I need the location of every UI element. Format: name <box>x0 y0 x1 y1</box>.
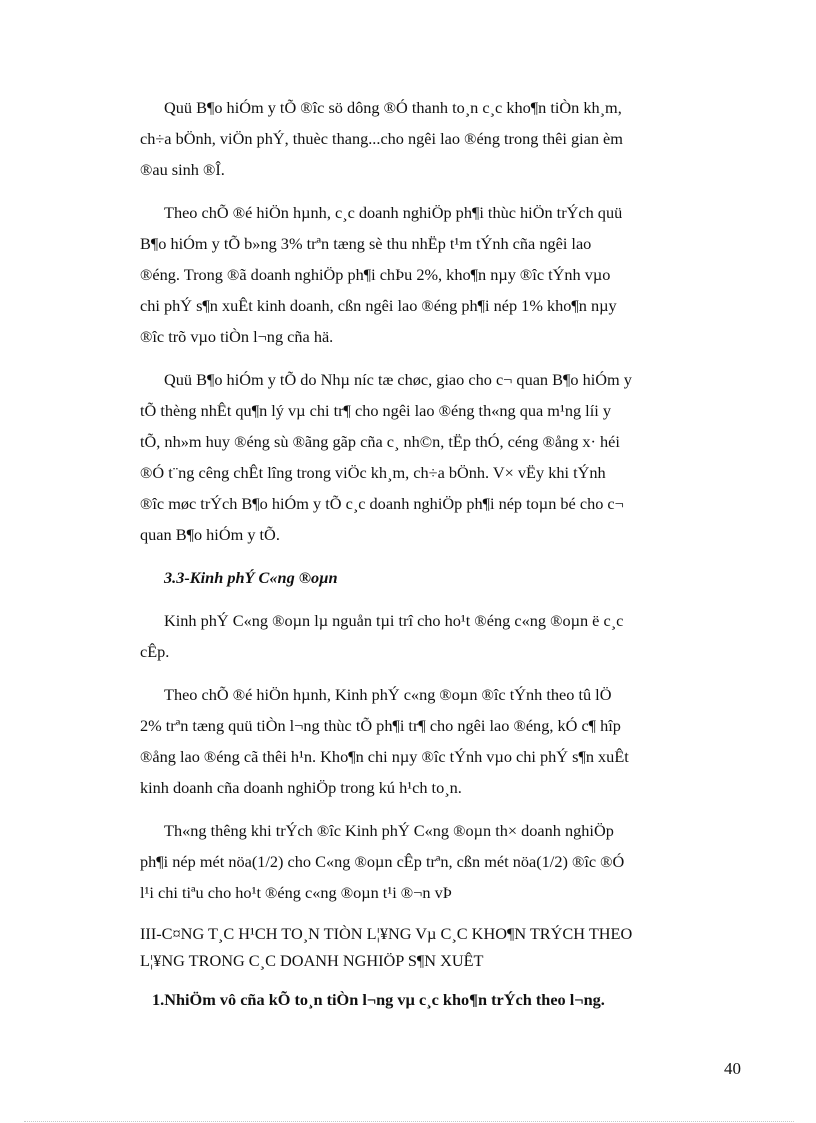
paragraph-union-fund-definition <box>140 605 730 667</box>
text-line: tÕ thèng nhÊt qu¶n lý vµ chi tr¶ cho ngêi lao ®éng th«ng qua m¹ng líi y <box>140 401 611 420</box>
text-line: tÕ, nh»m huy ®éng sù ®ãng gãp cña c¸ nh©n, tËp thÓ, céng ®ång x· héi <box>140 432 620 451</box>
text-line: B¶o hiÓm y tÕ b»ng 3% trªn tæng sè thu nhËp t¹m tÝnh cña ngêi lao <box>140 234 592 253</box>
text-line: 2% trªn tæng quü tiÒn l¬ng thùc tÕ ph¶i tr¶ cho ngêi lao ®éng, kÓ c¶ hîp <box>140 716 621 735</box>
paragraph-union-fund-rate <box>140 679 730 803</box>
text-line: ®éng. Trong ®ã doanh nghiÖp ph¶i chÞu 2%, kho¶n nµy ®îc tÝnh vµo <box>140 265 611 284</box>
text-line: cÊp. <box>140 642 170 661</box>
text-line: Quü B¶o hiÓm y tÕ do Nhµ níc tæ chøc, giao cho c¬ quan B¶o hiÓm y <box>164 370 632 389</box>
section-heading-3-3: 3.3-Kinh phÝ C«ng ®oµn <box>164 568 338 587</box>
heading-line: L¦¥NG TRONG C¸C DOANH NGHIÖP S¶N XUÊT <box>140 951 484 970</box>
subsection-heading-1: 1.NhiÖm vô cña kÕ to¸n tiÒn l¬ng vµ c¸c kho¶n trÝch theo l¬ng. <box>152 990 605 1009</box>
text-line: ®au sinh ®Î. <box>140 160 225 179</box>
text-line: ch÷a bÖnh, viÖn phÝ, thuèc thang...cho ngêi lao ®éng trong thêi gian èm <box>140 129 623 148</box>
text-line: kinh doanh cña doanh nghiÖp trong kú h¹ch to¸n. <box>140 778 462 797</box>
paragraph-health-fund-management <box>140 364 730 550</box>
text-line: ®Ó t¨ng cêng chÊt lîng trong viÖc kh¸m, ch÷a bÖnh. V× vËy khi tÝnh <box>140 463 606 482</box>
text-line: Th«ng thêng khi trÝch ®îc Kinh phÝ C«ng ®oµn th× doanh nghiÖp <box>164 821 614 840</box>
text-line: chi phÝ s¶n xuÊt kinh doanh, cßn ngêi lao ®éng ph¶i nép 1% kho¶n nµy <box>140 296 617 315</box>
paragraph-health-insurance-rate <box>140 197 730 352</box>
text-line: ph¶i nép mét nöa(1/2) cho C«ng ®oµn cÊp trªn, cßn mét nöa(1/2) ®îc ®Ó <box>140 852 625 871</box>
text-line: Theo chÕ ®é hiÖn hµnh, Kinh phÝ c«ng ®oµn ®îc tÝnh theo tû lÖ <box>164 685 612 704</box>
text-line: l¹i chi tiªu cho ho¹t ®éng c«ng ®oµn t¹i ®¬n vÞ <box>140 883 452 902</box>
text-line: Quü B¶o hiÓm y tÕ ®îc sö dông ®Ó thanh to¸n c¸c kho¶n tiÒn kh¸m, <box>164 98 622 117</box>
heading-line: III-C¤NG T¸C H¹CH TO¸N TIÒN L¦¥NG Vµ C¸C KHO¶N TRÝCH THEO <box>140 924 633 943</box>
page-number: 40 <box>724 1059 741 1078</box>
section-heading-III <box>140 920 730 974</box>
text-line: ®îc møc trÝch B¶o hiÓm y tÕ c¸c doanh nghiÖp ph¶i nép toµn bé cho c¬ <box>140 494 624 513</box>
text-line: quan B¶o hiÓm y tÕ. <box>140 525 280 544</box>
text-line: ®ång lao ®éng cã thêi h¹n. Kho¶n chi nµy ®îc tÝnh vµo chi phÝ s¶n xuÊt <box>140 747 629 766</box>
text-line: Kinh phÝ C«ng ®oµn lµ nguån tµi trî cho ho¹t ®éng c«ng ®oµn ë c¸c <box>164 611 624 630</box>
text-line: ®îc trõ vµo tiÒn l¬ng cña hä. <box>140 327 334 346</box>
page-body <box>140 92 730 1015</box>
paragraph-union-fund-split <box>140 815 730 908</box>
paragraph-health-fund-usage <box>140 92 730 185</box>
page-bottom-divider <box>24 1121 794 1122</box>
text-line: Theo chÕ ®é hiÖn hµnh, c¸c doanh nghiÖp ph¶i thùc hiÖn trÝch quü <box>164 203 623 222</box>
